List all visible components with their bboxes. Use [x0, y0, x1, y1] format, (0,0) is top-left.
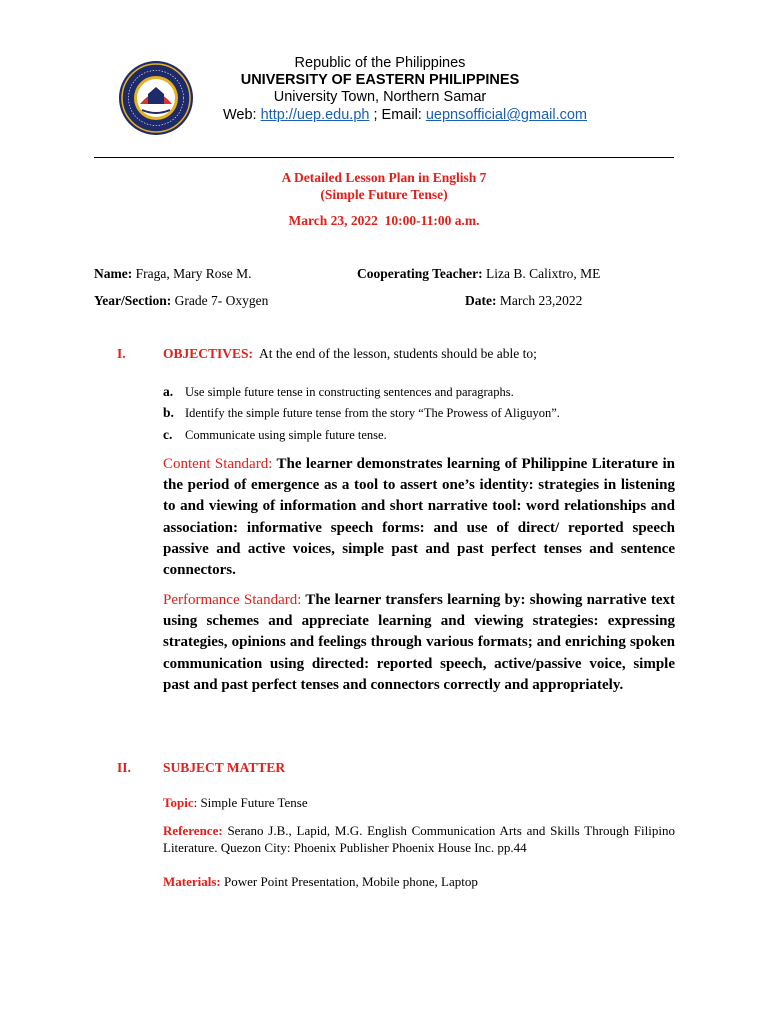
name-label: Name: [94, 266, 133, 281]
teacher-field [357, 266, 600, 282]
section-number-objectives: I. [117, 346, 126, 361]
university-name: UNIVERSITY OF EASTERN PHILIPPINES [240, 72, 520, 88]
reference-value: Serano J.B., Lapid, M.G. English Communication Arts and Skills Through Filipino Literature. Quezon City: Phoenix Publisher Phoenix House Inc. pp.44 [163, 823, 675, 855]
name-field [94, 266, 251, 282]
objective-letter: b. [163, 405, 174, 420]
objective-item [163, 384, 514, 400]
university-seal-logo [118, 60, 194, 136]
materials-label: Materials: [163, 874, 221, 889]
content-standard-label: Content Standard: [163, 456, 273, 472]
lesson-plan-subtitle: (Simple Future Tense) [320, 187, 448, 202]
performance-standard-label: Performance Standard: [163, 592, 302, 608]
performance-standard [163, 590, 675, 696]
date-label: Date: [465, 293, 497, 308]
email-link[interactable]: uepnsofficial@gmail.com [425, 107, 587, 123]
objective-item [163, 427, 387, 443]
objective-letter: a. [163, 384, 174, 399]
content-standard-text: The learner demonstrates learning of Philippine Literature in the period of emergence as a tool to assert one’s identity: strategies in listening to and viewing of information and short narrative tool: word relationships and association: informative speech forms: and use of direct/ reported speech passive and active voices, simple past and past perfect tenses and sentence connectors. [163, 456, 675, 579]
objective-text: Communicate using simple future tense. [185, 428, 387, 442]
objective-text: Use simple future tense in constructing sentences and paragraphs. [185, 385, 514, 399]
contact-line [160, 107, 650, 123]
web-label: Web: [223, 107, 261, 123]
header-divider [94, 157, 674, 158]
topic-value: : Simple Future Tense [193, 795, 308, 810]
performance-standard-text: The learner transfers learning by: showing narrative text using schemes and appreciate learning and viewing strategies: expressing strategies, opinions and feelings through various formats; and enriching spoken communication using directed: reported speech, active/passive voice, simple past and past perfect tenses and connectors correctly and appropriately. [163, 592, 675, 693]
objectives-intro: At the end of the lesson, students should be able to; [259, 346, 537, 361]
website-link[interactable]: http://uep.edu.ph [260, 107, 370, 123]
section-number-subject-matter: II. [117, 760, 131, 775]
lesson-plan-date: March 23, 2022 10:00-11:00 a.m. [288, 213, 480, 228]
objective-item [163, 405, 560, 421]
topic-line [163, 795, 675, 812]
topic-label: Topic [163, 795, 194, 810]
reference-label: Reference: [163, 823, 223, 838]
objective-text: Identify the simple future tense from the story “The Prowess of Aliguyon”. [185, 406, 560, 420]
lesson-plan-title: A Detailed Lesson Plan in English 7 [281, 170, 487, 185]
date-value: March 23,2022 [496, 293, 583, 308]
teacher-label: Cooperating Teacher: [357, 266, 483, 281]
content-standard [163, 454, 675, 581]
university-location: University Town, Northern Samar [273, 89, 487, 105]
objective-letter: c. [163, 427, 173, 442]
reference-line [163, 823, 675, 856]
section-field [94, 293, 268, 309]
section-label: Year/Section: [94, 293, 172, 308]
teacher-value: Liza B. Calixtro, ME [482, 266, 601, 281]
date-field [465, 293, 582, 309]
republic-line: Republic of the Philippines [294, 55, 466, 71]
name-value: Fraga, Mary Rose M. [132, 266, 252, 281]
section-value: Grade 7- Oxygen [171, 293, 269, 308]
materials-line [163, 874, 675, 891]
materials-value: Power Point Presentation, Mobile phone, Laptop [220, 874, 478, 889]
section-title-subject-matter: SUBJECT MATTER [163, 760, 286, 775]
section-title-objectives [163, 346, 537, 362]
email-label: ; Email: [369, 107, 426, 123]
objectives-heading: OBJECTIVES: [163, 346, 254, 361]
